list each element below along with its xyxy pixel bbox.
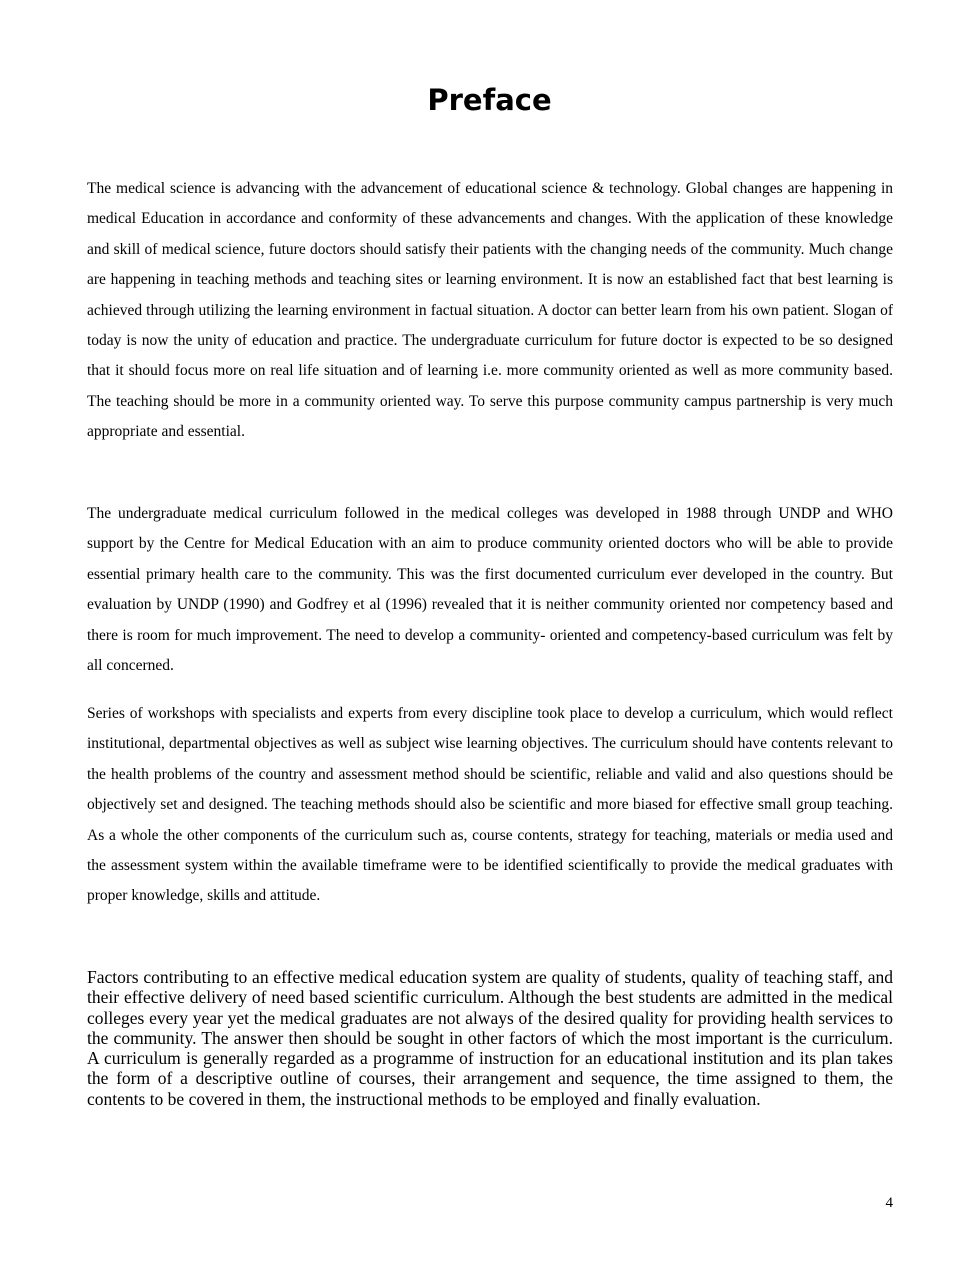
paragraph-2: The undergraduate medical curriculum followed in the medical colleges was developed in 1988 through UNDP and WHO support by the Centre for Medical Education with an aim to produce community oriented doctors who will be able to provide essential primary health care to the community. This was the first documented curriculum ever developed in the country. But evaluation by UNDP (1990) and Godfrey et al (1996) revealed that it is neither community oriented nor competency based and there is room for much improvement. The need to develop a community- oriented and competency-based curriculum was felt by all concerned. (87, 505, 893, 675)
paragraph-4: Factors contributing to an effective medical education system are quality of students, quality of teaching staff, and their effective delivery of need based scientific curriculum. Although the best students are admitted in the medical colleges every year yet the medical graduates are not always of the desired quality for providing health services to the community. The answer then should be sought in other factors of which the most important is the curriculum. A curriculum is generally regarded as a programme of instruction for an educational institution and its plan takes the form of a descriptive outline of courses, their arrangement and sequence, the time assigned to them, the contents to be covered in them, the instructional methods to be employed and finally evaluation. (87, 967, 893, 1109)
paragraph-3: Series of workshops with specialists and experts from every discipline took place to develop a curriculum, which would reflect institutional, departmental objectives as well as subject wise learning objectives. The curriculum should have contents relevant to the health problems of the country and assessment method should be scientific, reliable and valid and also questions should be objectively set and designed. The teaching methods should also be scientific and more biased for effective small group teaching. As a whole the other components of the curriculum such as, course contents, strategy for teaching, materials or media used and the assessment system within the available timeframe were to be identified scientifically to provide the medical graduates with proper knowledge, skills and attitude. (87, 705, 893, 905)
paragraph-1: The medical science is advancing with the advancement of educational science & technology. Global changes are happening in medical Education in accordance and conformity of these advancements and changes. With the application of these knowledge and skill of medical science, future doctors should satisfy their patients with the changing needs of the community. Much change are happening in teaching methods and teaching sites or learning environment. It is now an established fact that best learning is achieved through utilizing the learning environment in factual situation. A doctor can better learn from his own patient. Slogan of today is now the unity of education and practice. The undergraduate curriculum for future doctor is expected to be so designed that it should focus more on real life situation and of learning i.e. more community oriented as well as more community based. The teaching should be more in a community oriented way. To serve this purpose community campus partnership is very much appropriate and essential. (87, 180, 893, 441)
page-title: Preface (427, 83, 552, 117)
page-number: 4 (885, 1195, 893, 1211)
